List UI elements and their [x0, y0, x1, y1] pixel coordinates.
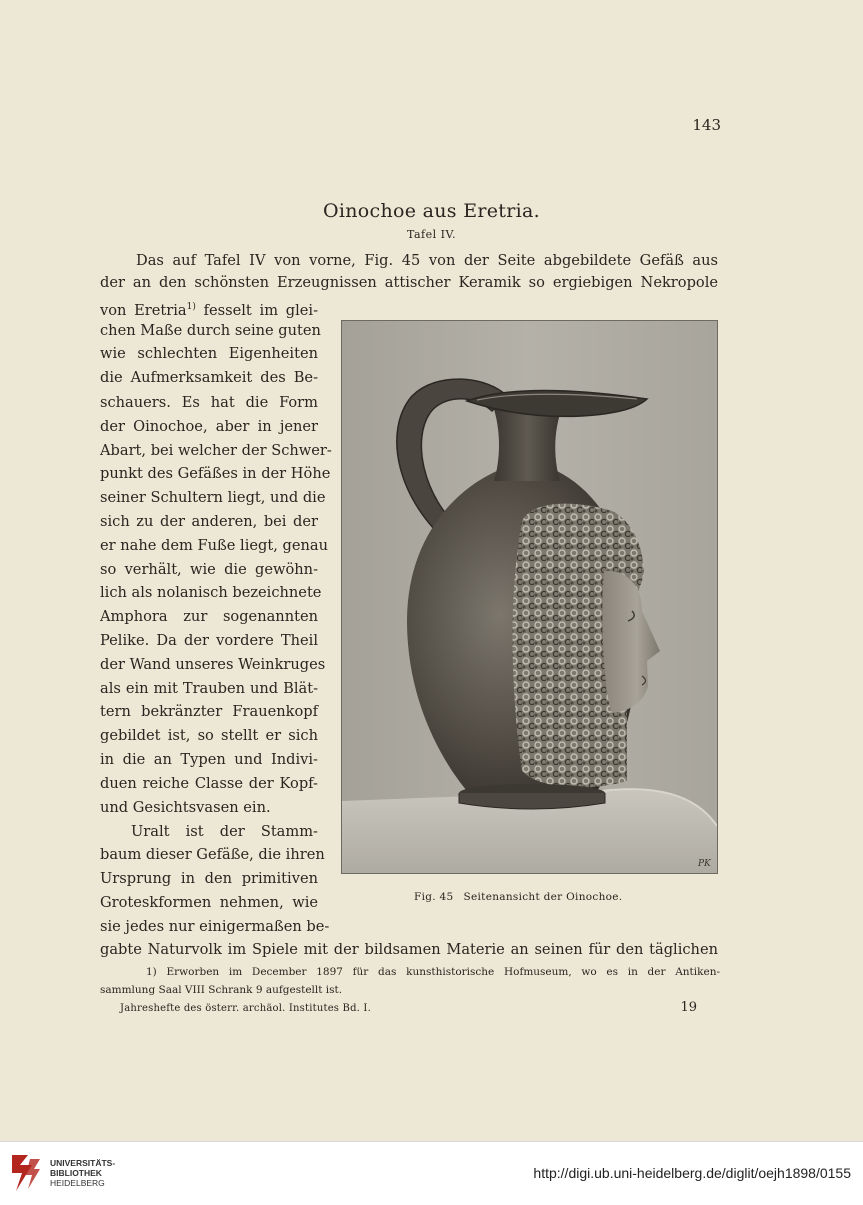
body-line: Pelike. Da der vordere Theil [100, 632, 318, 649]
body-line: Das auf Tafel IV von vorne, Fig. 45 von der Seite abgebildete Gefäß aus [136, 252, 718, 269]
body-line: lich als nolanisch bezeichnete [100, 584, 322, 601]
body-line: in die an Typen und Indivi- [100, 751, 318, 768]
page-title: Oinochoe aus Eretria. [323, 200, 540, 222]
body-line: Amphora zur sogenannten [100, 608, 318, 625]
figure-label: Fig. 45 [414, 891, 454, 903]
footnote-marker: 1) [186, 302, 196, 312]
footnote-line: 1) Erworben im December 1897 für das kunsthistorische Hofmuseum, wo es in der Antiken- [146, 966, 720, 978]
figure-caption [414, 891, 632, 903]
body-text: von Eretria [100, 301, 187, 319]
body-line: chen Maße durch seine guten [100, 322, 321, 339]
body-line: der Wand unseres Weinkruges [100, 656, 326, 673]
oinochoe-illustration [342, 321, 717, 873]
body-line: die Aufmerksamkeit des Be- [100, 369, 318, 386]
body-line: gabte Naturvolk im Spiele mit der bildsamen Materie an seinen für den täglichen [100, 941, 718, 958]
footnote-line: sammlung Saal VIII Schrank 9 aufgestellt ist. [100, 984, 343, 996]
body-line: sie jedes nur einigermaßen be- [100, 918, 330, 935]
body-line: tern bekränzter Frauenkopf [100, 703, 318, 720]
body-line: er nahe dem Fuße liegt, genau [100, 537, 328, 554]
body-line: so verhält, wie die gewöhn- [100, 561, 318, 578]
body-line: punkt des Gefäßes in der Höhe [100, 465, 331, 482]
body-line: als ein mit Trauben und Blät- [100, 680, 318, 697]
body-line: gebildet ist, so stellt er sich [100, 727, 318, 744]
body-line: seiner Schultern liegt, und die [100, 489, 326, 506]
photo-signature: PK [698, 859, 711, 869]
page-number: 143 [692, 116, 721, 134]
figure-caption-text: Seitenansicht der Oinochoe. [463, 891, 623, 903]
body-line: Groteskformen nehmen, wie [100, 894, 318, 911]
sheet-number: 19 [680, 1000, 697, 1015]
viewer-footer [0, 1141, 863, 1205]
library-name-line: UNIVERSITÄTS- [50, 1158, 116, 1168]
body-line: duen reiche Classe der Kopf- [100, 775, 318, 792]
body-line: wie schlechten Eigenheiten [100, 345, 318, 362]
body-text: fesselt im glei- [195, 301, 319, 319]
library-name [50, 1158, 115, 1188]
body-line-with-footnote [100, 296, 318, 322]
library-name-line: BIBLIOTHEK [50, 1168, 102, 1178]
body-line: der an den schönsten Erzeugnissen attischer Keramik so ergiebigen Nekropole [100, 274, 718, 291]
body-line: baum dieser Gefäße, die ihren [100, 846, 325, 863]
library-name-line: HEIDELBERG [50, 1178, 105, 1188]
journal-signature-line: Jahreshefte des österr. archäol. Institutes Bd. I. [120, 1003, 371, 1014]
body-line: Uralt ist der Stamm- [131, 823, 318, 840]
heidelberg-ub-logo-icon [8, 1151, 44, 1195]
plate-reference: Tafel IV. [407, 228, 456, 241]
body-line: der Oinochoe, aber in jener [100, 418, 318, 435]
body-line: Ursprung in den primitiven [100, 870, 318, 887]
body-line: sich zu der anderen, bei der [100, 513, 318, 530]
figure-photo-oinochoe [341, 320, 718, 874]
permalink-url[interactable]: http://digi.ub.uni-heidelberg.de/diglit/oejh1898/0155 [533, 1165, 851, 1181]
body-line: Abart, bei welcher der Schwer- [100, 442, 332, 459]
body-line: und Gesichtsvasen ein. [100, 799, 271, 816]
body-line: schauers. Es hat die Form [100, 394, 318, 411]
